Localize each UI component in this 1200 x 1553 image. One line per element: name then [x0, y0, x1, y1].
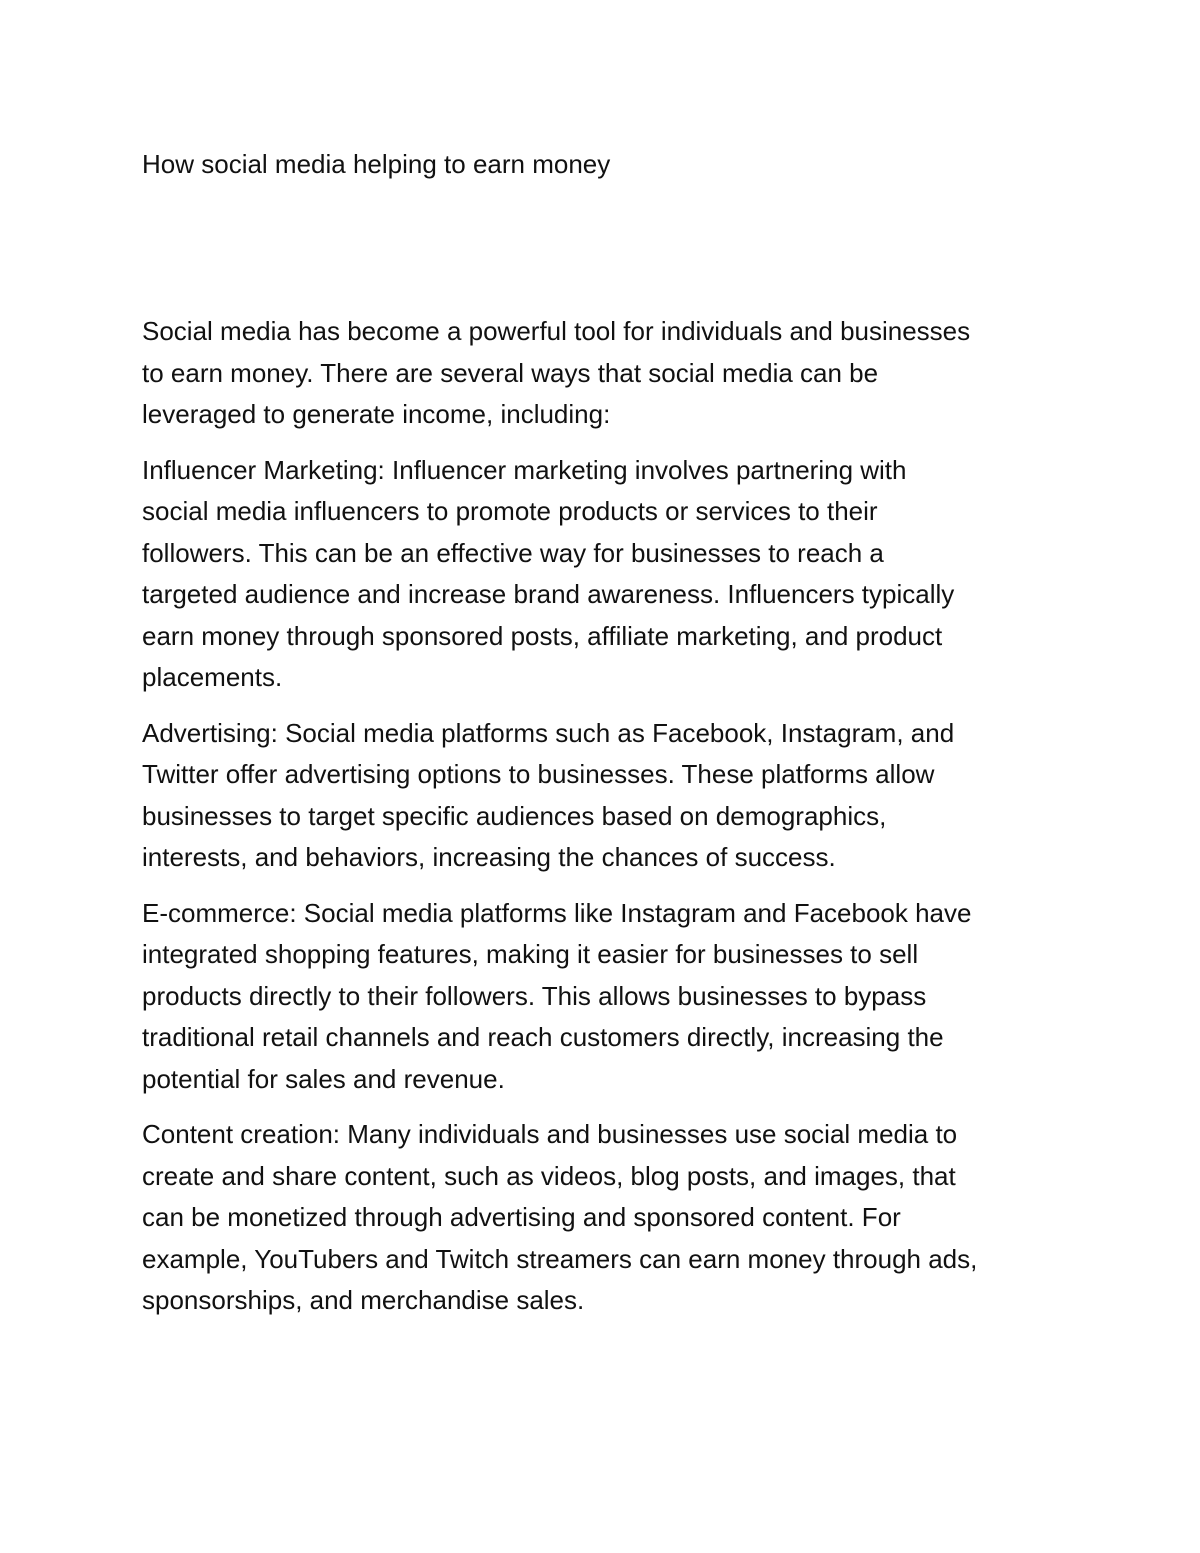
text-line: earn money through sponsored posts, affiliate marketing, and product	[142, 620, 943, 651]
text-line: interests, and behaviors, increasing the chances of success.	[142, 842, 836, 872]
paragraph-advertising	[142, 713, 1072, 879]
text-line: example, YouTubers and Twitch streamers can earn money through ads,	[142, 1243, 978, 1274]
text-line: Advertising: Social media platforms such as Facebook, Instagram, and	[142, 717, 955, 748]
text-line: followers. This can be an effective way for businesses to reach a	[142, 537, 884, 568]
text-line: Twitter offer advertising options to businesses. These platforms allow	[142, 759, 935, 789]
text-line: targeted audience and increase brand awareness. Influencers typically	[142, 579, 955, 609]
document-title: How social media helping to earn money	[142, 149, 611, 179]
text-line: E-commerce: Social media platforms like Instagram and Facebook have	[142, 897, 972, 928]
text-line: businesses to target specific audiences based on demographics,	[142, 800, 887, 831]
paragraph-influencer-marketing	[142, 450, 1072, 699]
paragraph-ecommerce	[142, 893, 1072, 1101]
text-line: sponsorships, and merchandise sales.	[142, 1285, 585, 1315]
text-line: leveraged to generate income, including:	[142, 399, 611, 429]
text-line: traditional retail channels and reach customers directly, increasing the	[142, 1022, 944, 1052]
text-line: create and share content, such as videos, blog posts, and images, that	[142, 1160, 956, 1191]
text-line: Influencer Marketing: Influencer marketing involves partnering with	[142, 454, 907, 485]
text-line: potential for sales and revenue.	[142, 1063, 505, 1094]
text-line: integrated shopping features, making it easier for businesses to sell	[142, 939, 919, 969]
text-line: Content creation: Many individuals and businesses use social media to	[142, 1119, 958, 1149]
text-line: to earn money. There are several ways that social media can be	[142, 357, 879, 388]
document-body	[142, 311, 1072, 1336]
paragraph-intro	[142, 311, 1072, 436]
paragraph-content-creation	[142, 1114, 1072, 1322]
text-line: products directly to their followers. This allows businesses to bypass	[142, 980, 927, 1011]
text-line: social media influencers to promote products or services to their	[142, 496, 878, 526]
text-line: can be monetized through advertising and sponsored content. For	[142, 1202, 901, 1232]
text-line: placements.	[142, 662, 283, 692]
text-line: Social media has become a powerful tool for individuals and businesses	[142, 316, 971, 346]
